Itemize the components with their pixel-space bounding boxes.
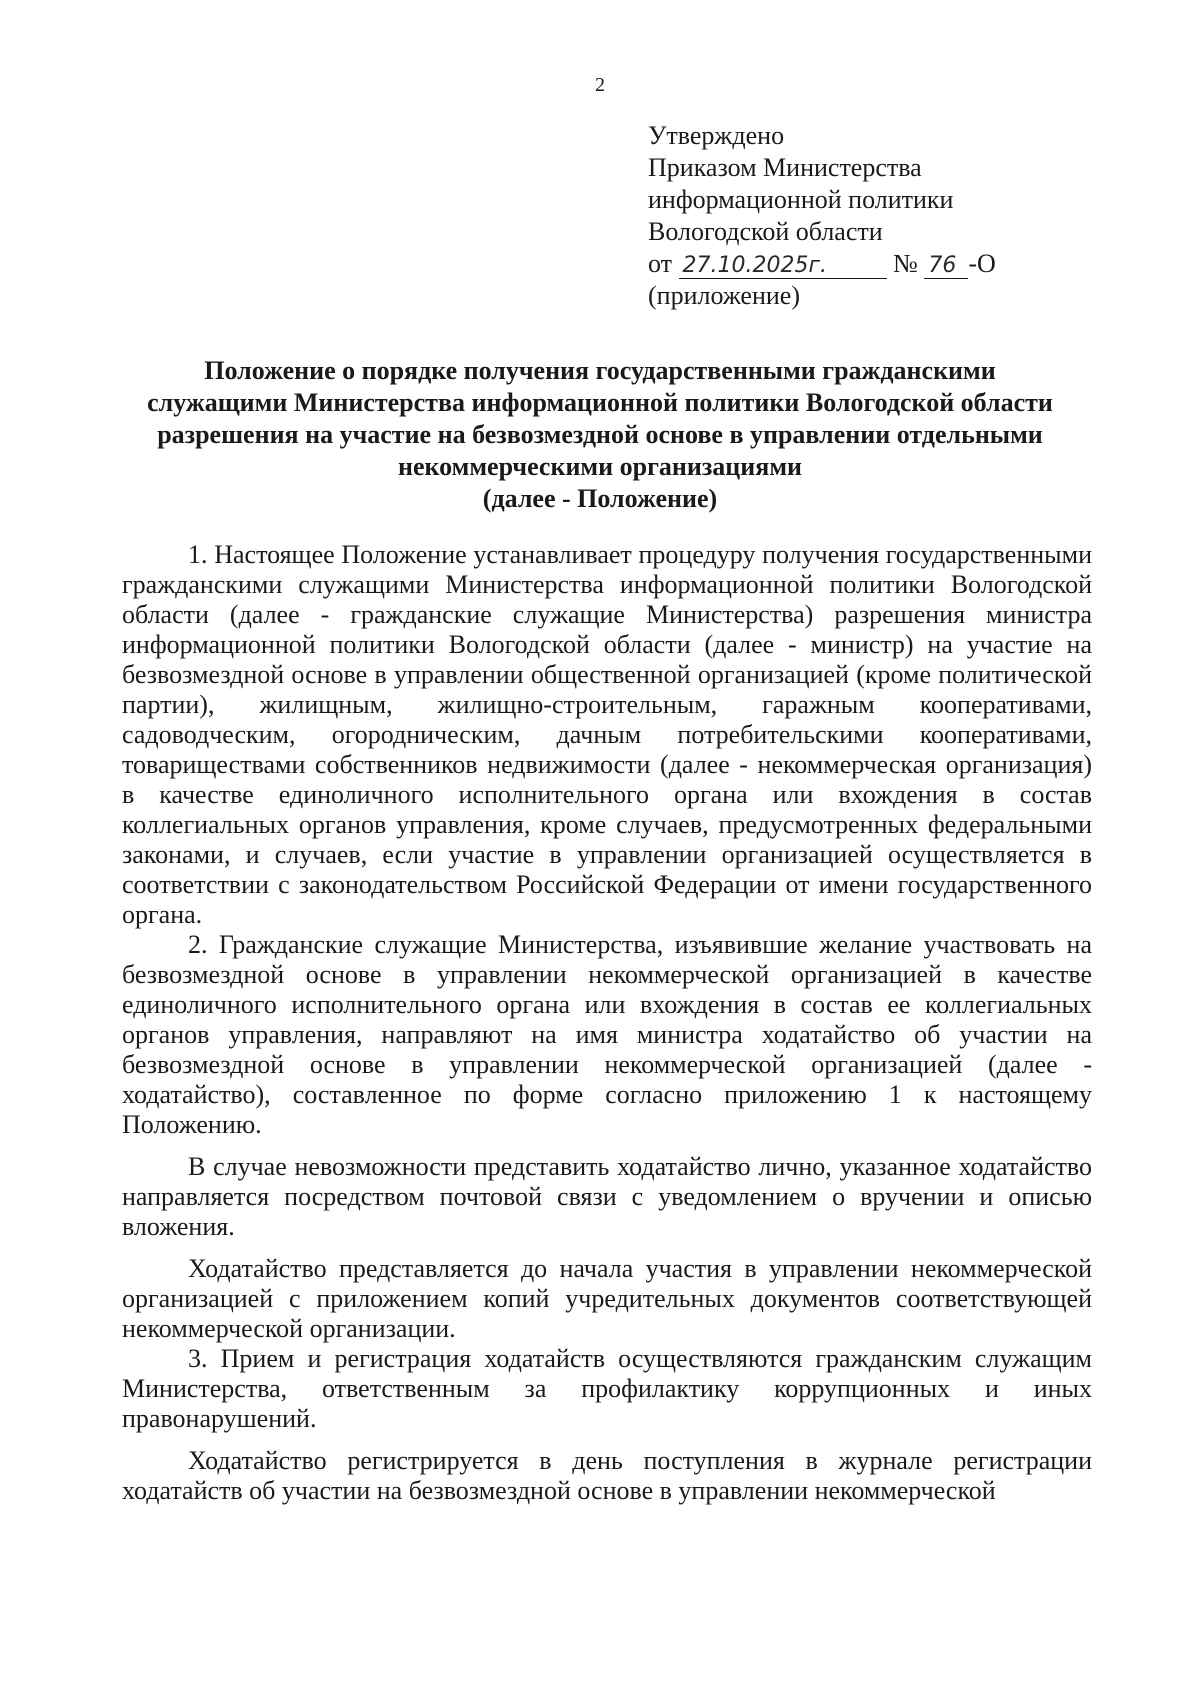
document-title [100, 355, 1100, 515]
page-number: 2 [595, 74, 605, 96]
title-line-2: служащими Министерства информационной политики Вологодской области [147, 388, 1053, 417]
title-line-3: разрешения на участие на безвозмездной основе в управлении отдельными [157, 420, 1043, 449]
title-line-5: (далее - Положение) [482, 484, 718, 513]
approval-date-handwritten: 27.10.2025г. [679, 254, 887, 279]
paragraph-4: Ходатайство представляется до начала участия в управлении некоммерческой организацией с приложением копий учредительных документов соответствующей некоммерческой организации. [122, 1254, 1092, 1343]
document-body [122, 540, 1092, 1506]
approval-block [648, 120, 996, 312]
approval-line-region: Вологодской области [648, 217, 883, 246]
paragraph-1: 1. Настоящее Положение устанавливает процедуру получения государственными гражданскими служащими Министерства информационной политики Вологодской области (далее - гражданские служащие Министерства) разрешения министра информационной политики Вологодской области (далее - министр) на участие на безвозмездной основе в управлении общественной организацией (кроме политической партии), жилищным, жилищно-строительным, гаражным кооперативами, садоводческим, огородническим, дачным потребительскими кооперативами, товариществами собственников недвижимости (далее - некоммерческая организация) в качестве единоличного исполнительного органа или вхождения в состав коллегиальных органов управления, кроме случаев, предусмотренных федеральными законами, и случаев, если участие в управлении организацией осуществляется в соответствии с законодательством Российской Федерации от имени государственного органа. [122, 540, 1092, 929]
approval-line-order: Приказом Министерства [648, 153, 922, 182]
approval-from-label: от [648, 249, 673, 278]
title-line-4: некоммерческими организациями [397, 452, 803, 481]
paragraph-5: 3. Прием и регистрация ходатайств осуществляются гражданским служащим Министерства, ответственным за профилактику коррупционных и иных правонарушений. [122, 1344, 1092, 1433]
approval-line-date-number [648, 248, 996, 280]
approval-line-ministry: информационной политики [648, 185, 954, 214]
approval-line-note: (приложение) [648, 281, 801, 310]
approval-number-handwritten: 76 [924, 254, 968, 279]
paragraph-6: Ходатайство регистрируется в день поступления в журнале регистрации ходатайств об участии на безвозмездной основе в управлении некоммерческой [122, 1446, 1092, 1505]
approval-line-approved: Утверждено [648, 121, 785, 150]
approval-number-suffix: -О [968, 249, 996, 278]
paragraph-2: 2. Гражданские служащие Министерства, изъявившие желание участвовать на безвозмездной основе в управлении некоммерческой организацией в качестве единоличного исполнительного органа или вхождения в состав ее коллегиальных органов управления, направляют на имя министра ходатайство об участии на безвозмездной основе в управлении некоммерческой организацией (далее - ходатайство), составленное по форме согласно приложению 1 к настоящему Положению. [122, 930, 1092, 1139]
paragraph-3: В случае невозможности представить ходатайство лично, указанное ходатайство направляется посредством почтовой связи с уведомлением о вручении и описью вложения. [122, 1152, 1092, 1241]
title-line-1: Положение о порядке получения государственными гражданскими [204, 356, 996, 385]
approval-number-label: № [893, 249, 918, 278]
